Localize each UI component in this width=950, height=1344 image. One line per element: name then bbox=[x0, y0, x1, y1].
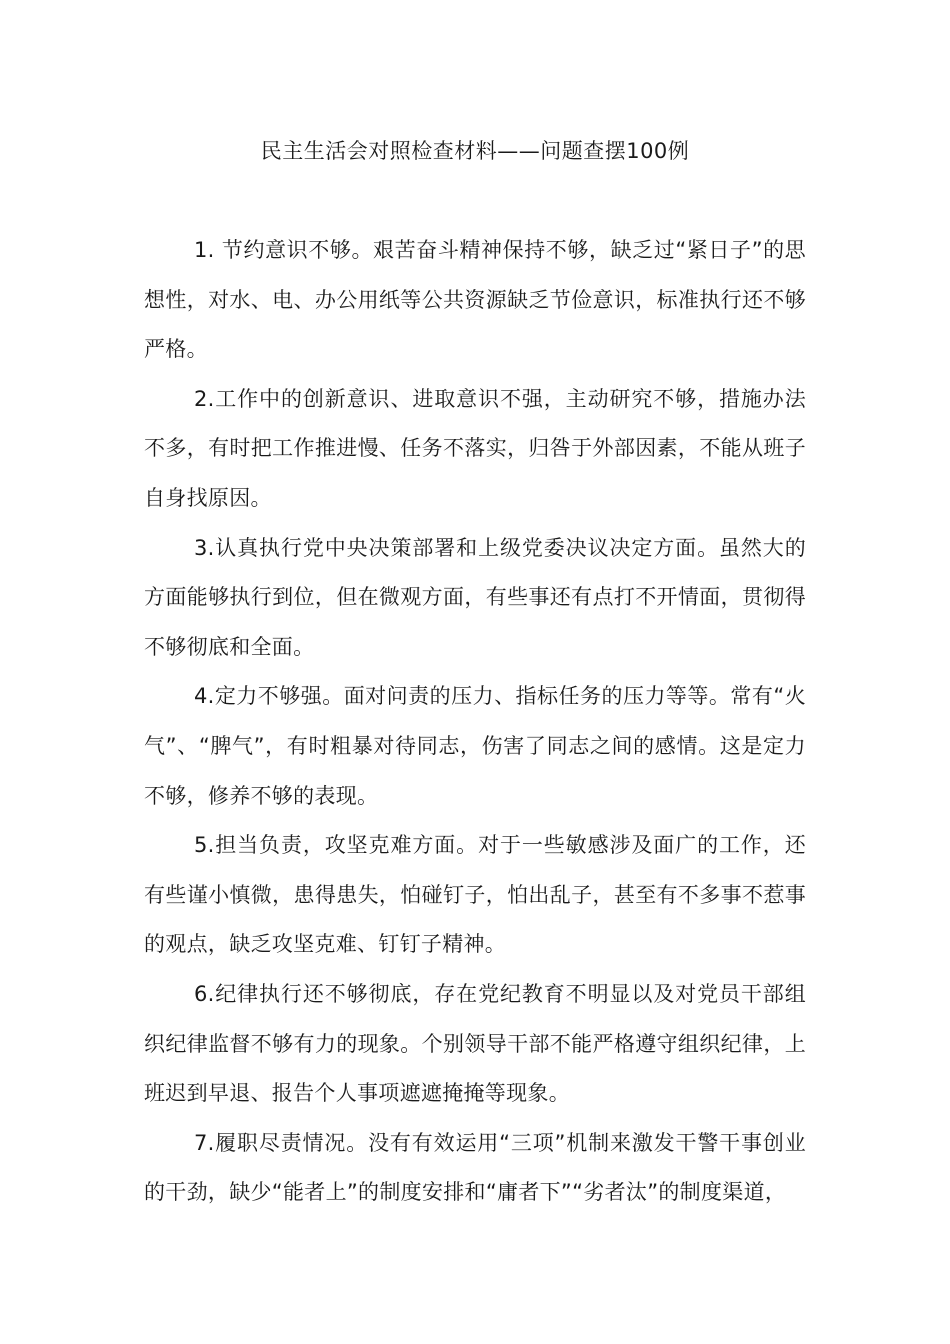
paragraph-5: 5.担当负责，攻坚克难方面。对于一些敏感涉及面广的工作，还有些谨小慎微，患得患失，怕碰钉子，怕出乱子，甚至有不多事不惹事的观点，缺乏攻坚克难、钉钉子精神。 bbox=[144, 833, 806, 957]
paragraph-4: 4.定力不够强。面对问责的压力、指标任务的压力等等。常有“火气”、“脾气”，有时粗暴对待同志，伤害了同志之间的感情。这是定力不够，修养不够的表现。 bbox=[144, 684, 806, 808]
paragraph-2: 2.工作中的创新意识、进取意识不强，主动研究不够，措施办法不多，有时把工作推进慢、任务不落实，归咎于外部因素，不能从班子自身找原因。 bbox=[144, 386, 806, 510]
paragraph-3: 3.认真执行党中央决策部署和上级党委决议决定方面。虽然大的方面能够执行到位，但在微观方面，有些事还有点打不开情面，贯彻得不够彻底和全面。 bbox=[144, 535, 806, 659]
paragraph-1: 1. 节约意识不够。艰苦奋斗精神保持不够，缺乏过“紧日子”的思想性，对水、电、办公用纸等公共资源缺乏节俭意识，标准执行还不够严格。 bbox=[144, 238, 806, 362]
document-title: 民主生活会对照检查材料——问题查摆100例 bbox=[260, 139, 690, 163]
paragraph-7: 7.履职尽责情况。没有有效运用“三项”机制来激发干警干事创业的干劲，缺少“能者上”的制度安排和“庸者下”“劣者汰”的制度渠道， bbox=[144, 1130, 806, 1205]
paragraph-6: 6.纪律执行还不够彻底，存在党纪教育不明显以及对党员干部组织纪律监督不够有力的现象。个别领导干部不能严格遵守组织纪律，上班迟到早退、报告个人事项遮遮掩掩等现象。 bbox=[144, 981, 806, 1106]
document-body bbox=[144, 226, 806, 1218]
